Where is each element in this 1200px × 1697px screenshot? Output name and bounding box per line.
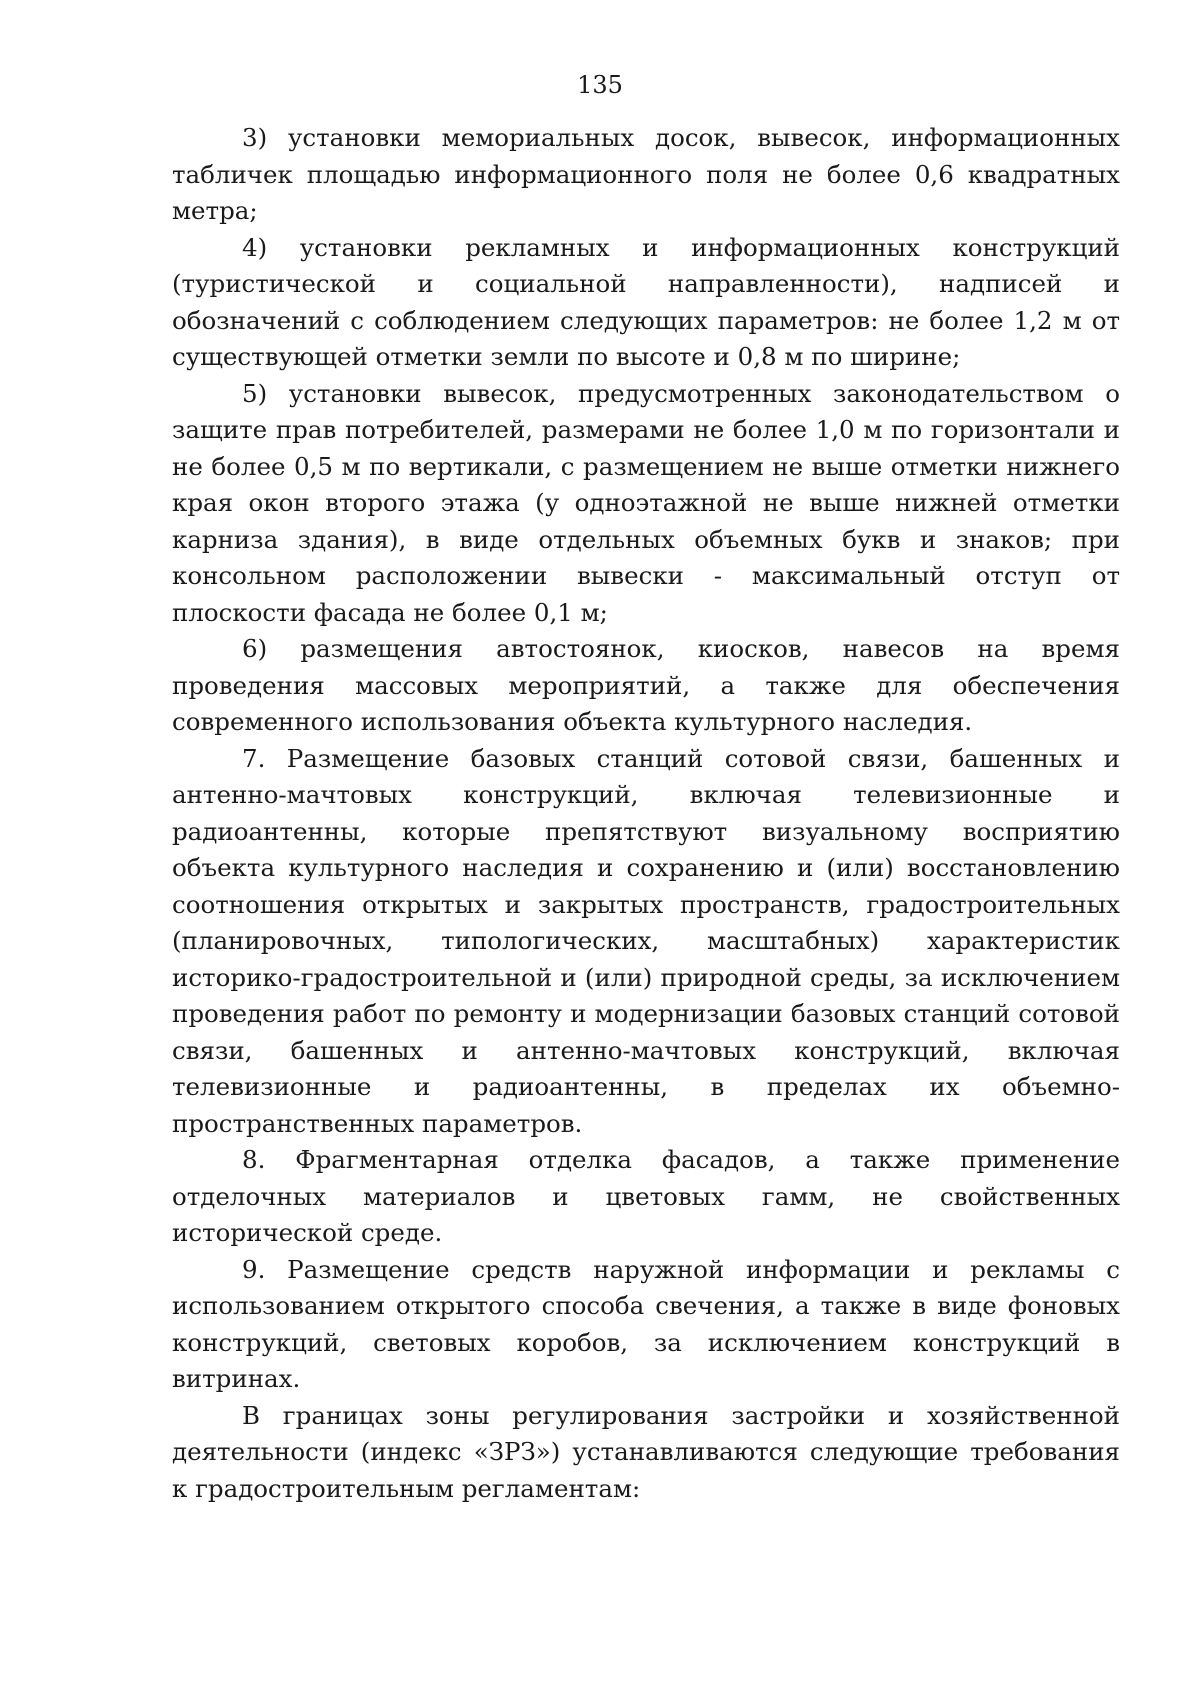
paragraph-zrz-intro: В границах зоны регулирования застройки и хозяйственной деятельности (индекс «ЗРЗ») устанавливаются следующие требования к градостроительным регламентам:	[172, 1400, 1120, 1503]
paragraph-point-8: 8. Фрагментарная отделка фасадов, а также применение отделочных материалов и цветовых гамм, не свойственных исторической среде.	[172, 1145, 1120, 1247]
paragraph-point-9: 9. Размещение средств наружной информации и рекламы с использованием открытого способа свечения, а также в виде фоновых конструкций, световых коробов, за исключением конструкций в витринах.	[172, 1254, 1120, 1393]
page-number: 135	[577, 71, 623, 99]
paragraph-item-3: 3) установки мемориальных досок, вывесок, информационных табличек площадью информационного поля не более 0,6 квадратных метра;	[172, 123, 1120, 225]
paragraph-item-5: 5) установки вывесок, предусмотренных законодательством о защите прав потребителей, размерами не более 1,0 м по горизонтали и не более 0,5 м по вертикали, с размещением не выше отметки нижнего края окон второго этажа (у одноэтажной не выше нижней отметки карниза здания), в виде отдельных объемных букв и знаков; при консольном расположении вывески - максимальный отступ от плоскости фасада не более 0,1 м;	[172, 378, 1120, 627]
paragraph-item-4: 4) установки рекламных и информационных конструкций (туристической и социальной направленности), надписей и обозначений с соблюдением следующих параметров: не более 1,2 м от существующей отметки земли по высоте и 0,8 м по ширине;	[172, 232, 1120, 371]
document-body	[172, 120, 1120, 1507]
paragraph-point-7: 7. Размещение базовых станций сотовой связи, башенных и антенно-мачтовых конструкций, включая телевизионные и радиоантенны, которые препятствуют визуальному восприятию объекта культурного наследия и сохранению и (или) восстановлению соотношения открытых и закрытых пространств, градостроительных (планировочных, типологических, масштабных) характеристик историко-градостроительной и (или) природной среды, за исключением проведения работ по ремонту и модернизации базовых станций сотовой связи, башенных и антенно-мачтовых конструкций, включая телевизионные и радиоантенны, в пределах их объемно-пространственных параметров.	[172, 743, 1120, 1138]
paragraph-item-6: 6) размещения автостоянок, киосков, навесов на время проведения массовых мероприятий, а также для обеспечения современного использования объекта культурного наследия.	[172, 634, 1120, 736]
